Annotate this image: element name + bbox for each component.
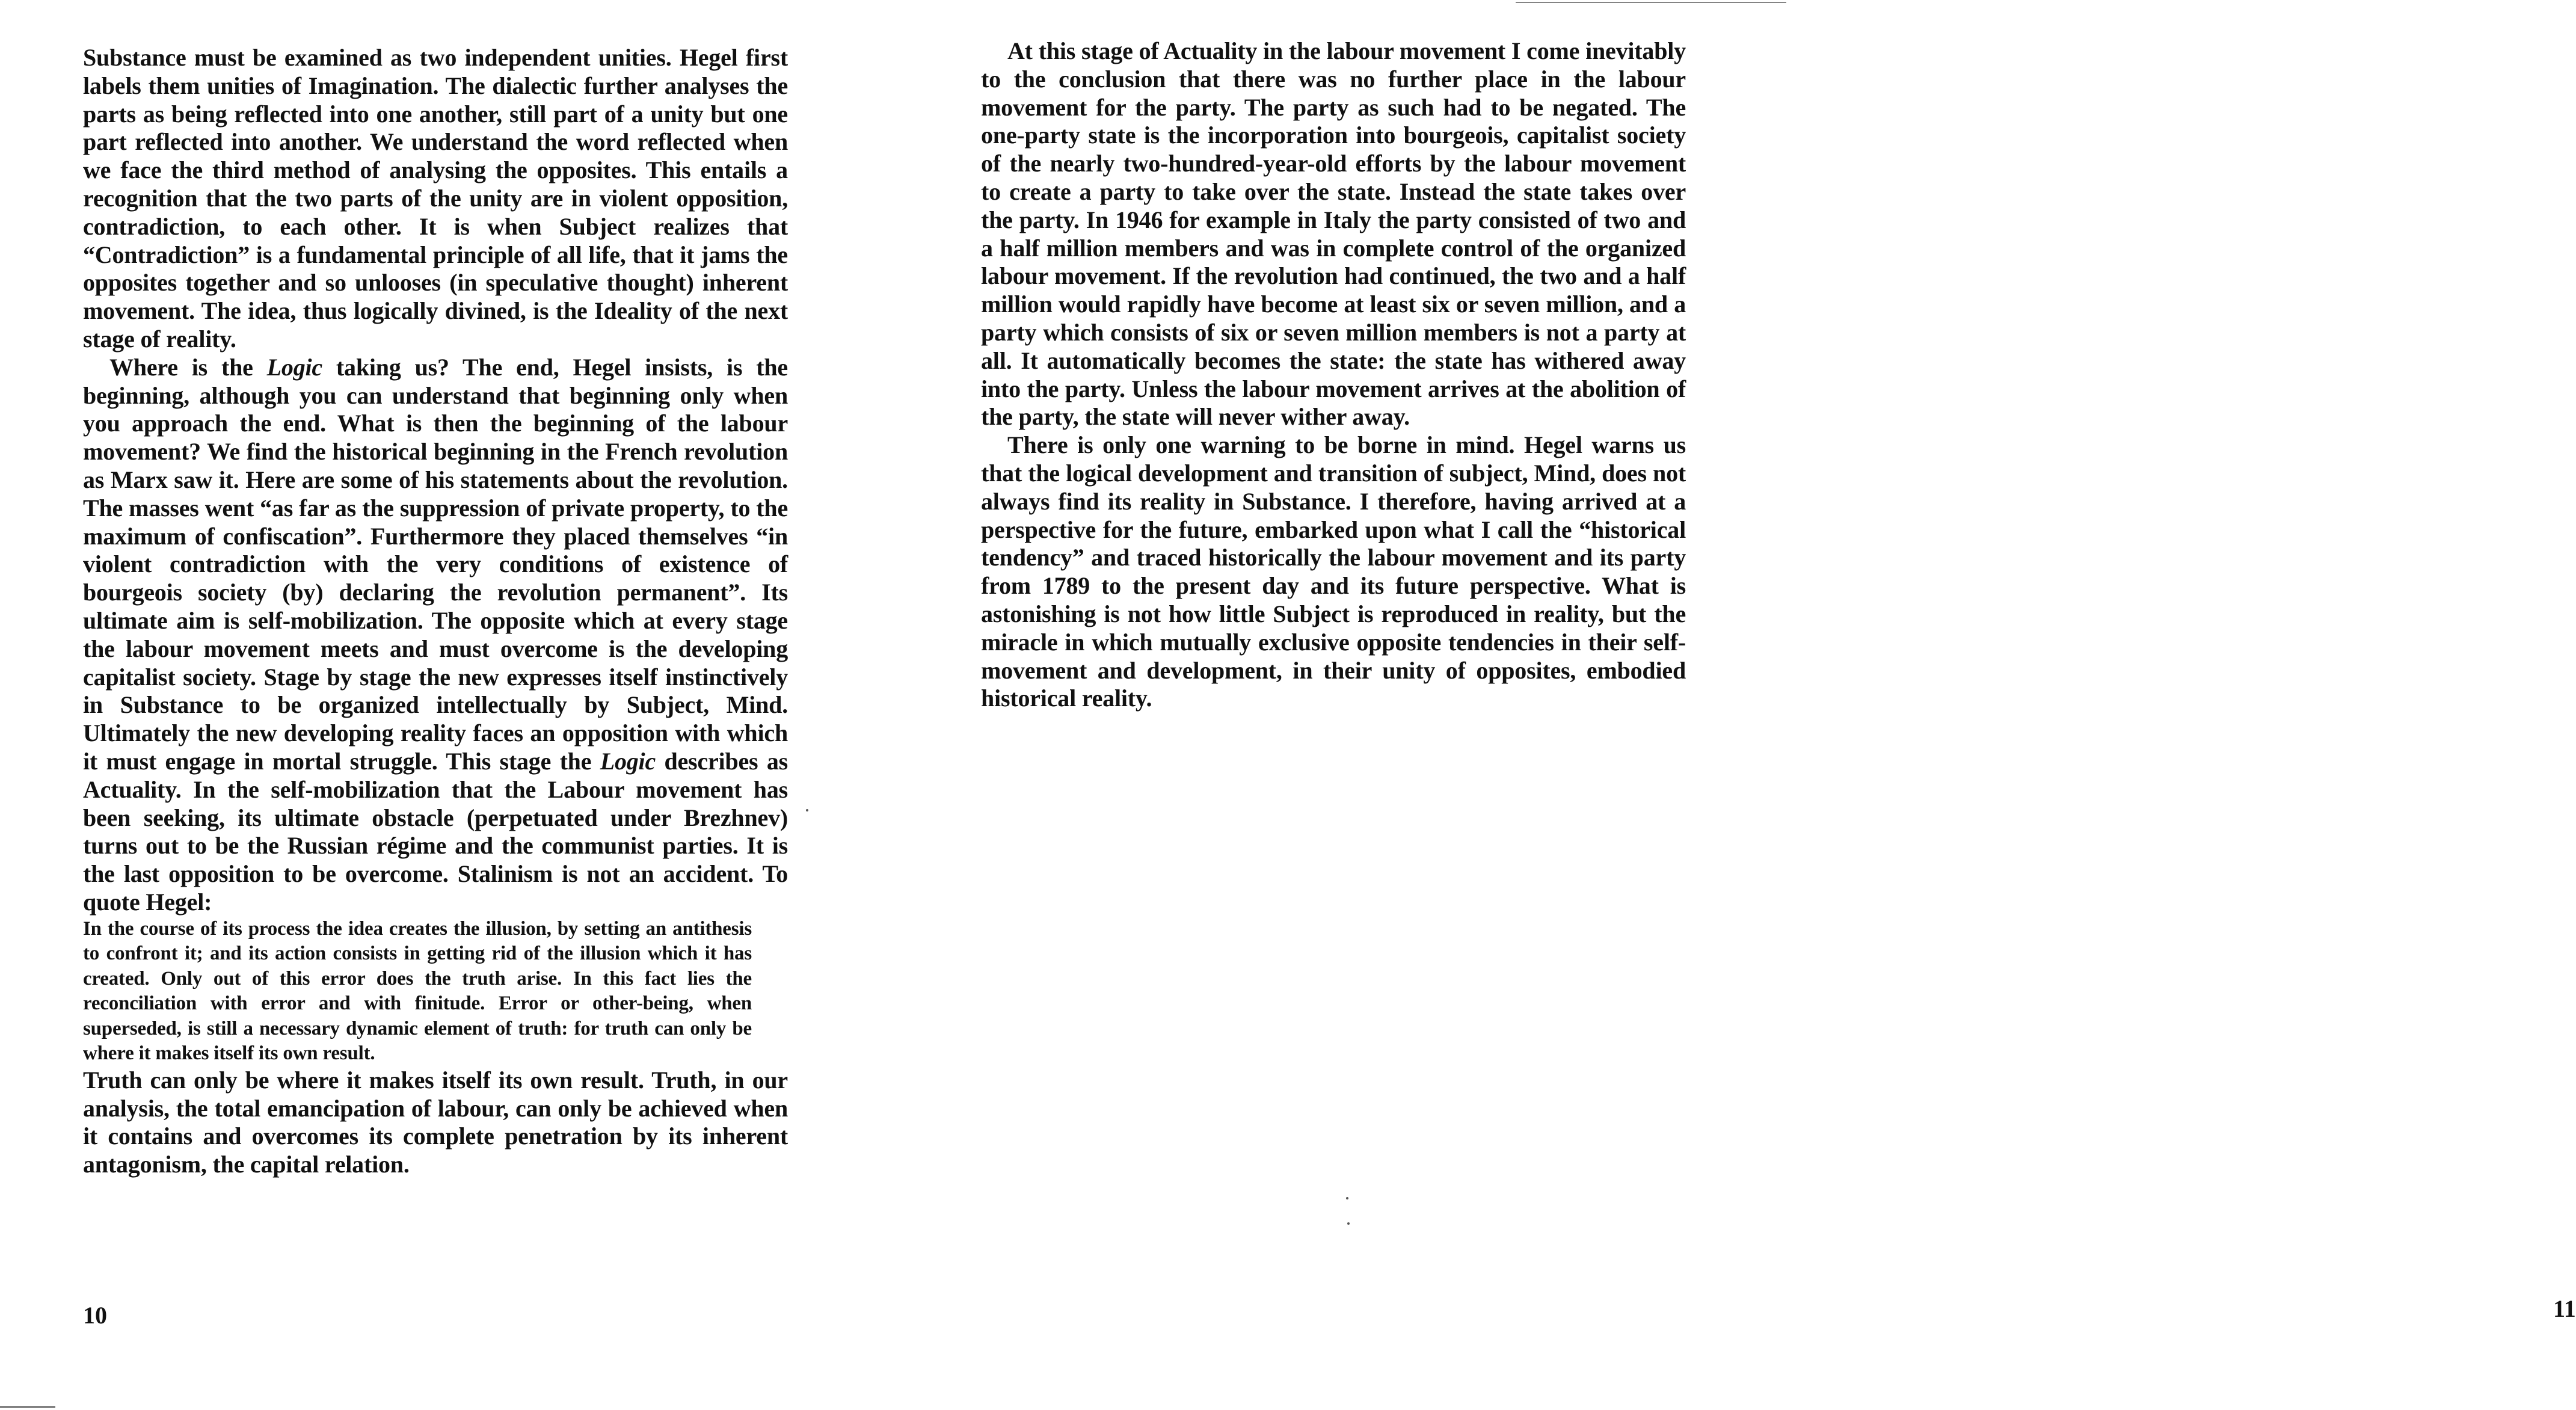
right-paragraph-2: There is only one warning to be borne in mind. Hegel warns us that the logical development and transition of subject, Mind, does not always find its reality in Substance. I therefore, having arrived at a perspective for the future, embarked upon what I call the “historical tendency” and traced historically the labour movement and its party from 1789 to the present day and its future perspective. What is astonishing is not how little Subject is reproduced in reality, but the miracle in which mutually exclusive opposite tendencies in their self-movement and development, in their unity of opposites, embodied historical reality. — [981, 431, 1686, 712]
scan-edge-line-top — [1516, 2, 1786, 3]
left-paragraph-2-part-3: describes as Actuality. In the self-mobilization that the Labour movement has been seeking, its ultimate obstacle (perpetuated under Brezhnev) turns out to be the Russian régime and the communist parties. It is the last opposition to be overcome. Stalinism is not an accident. To quote Hegel: — [83, 747, 788, 916]
left-paragraph-2-part-1: Where is the — [109, 353, 267, 381]
page-number-right: 11 — [2553, 1295, 2576, 1322]
hegel-block-quote: In the course of its process the idea creates the illusion, by setting an antithesis to confront it; and its action consists in getting rid of the illusion which it has created. Only out of this error does the truth arise. In this fact lies the reconciliation with error and with finitude. Error or other-being, when superseded, is still a necessary dynamic element of truth: for truth can only be where it makes itself its own result. — [83, 917, 752, 1065]
left-text-column — [83, 44, 788, 1179]
logic-title-italic: Logic — [266, 353, 322, 381]
scan-speck — [1347, 1222, 1350, 1225]
left-paragraph-3: Truth can only be where it makes itself its own result. Truth, in our analysis, the total emancipation of labour, can only be achieved when it contains and overcomes its complete penetration by its inherent antagonism, the capital relation. — [83, 1066, 788, 1178]
scan-speck — [1346, 1197, 1348, 1199]
right-text-column — [981, 37, 1686, 713]
left-paragraph-2-part-2: taking us? The end, Hegel insists, is the beginning, although you can understand that beginning only when you approach the end. What is then the beginning of the labour movement? We find the historical beginning in the French revolution as Marx saw it. Here are some of his statements about the revolution. The masses went “as far as the suppression of private property, to the maximum of confiscation”. Furthermore they placed themselves “in violent contradiction with the very conditions of existence of bourgeois society (by) declaring the revolution permanent”. Its ultimate aim is self-mobilization. The opposite which at every stage the labour movement meets and must overcome is the developing capitalist society. Stage by stage the new expresses itself instinctively in Substance to be organized intellectually by Subject, Mind. Ultimately the new developing reality faces an opposition with which it must engage in mortal struggle. This stage the — [83, 353, 788, 775]
right-paragraph-1: At this stage of Actuality in the labour movement I come inevitably to the conclusion that there was no further place in the labour movement for the party. The party as such had to be negated. The one-party state is the incorporation into bourgeois, capitalist society of the nearly two-hundred-year-old efforts by the labour movement to create a party to take over the state. Instead the state takes over the party. In 1946 for example in Italy the party consisted of two and a half million members and was in complete control of the organized labour movement. If the revolution had continued, the two and a half million would rapidly have become at least six or seven million, and a party which consists of six or seven million members is not a party at all. It automatically becomes the state: the state has withered away into the party. Unless the labour movement arrives at the abolition of the party, the state will never wither away. — [981, 37, 1686, 431]
scan-speck — [806, 809, 808, 811]
logic-title-italic: Logic — [600, 747, 656, 775]
right-page — [893, 0, 2576, 1410]
scan-edge-line-bottom — [0, 1406, 55, 1408]
page-number-left: 10 — [83, 1302, 107, 1329]
left-paragraph-2 — [83, 354, 788, 917]
left-paragraph-1: Substance must be examined as two independent unities. Hegel first labels them unities of Imagination. The dialectic further analyses the parts as being reflected into one another, still part of a unity but one part reflected into another. We understand the word reflected when we face the third method of analysing the opposites. This entails a recognition that the two parts of the unity are in violent opposition, contradiction, to each other. It is when Subject realizes that “Contradiction” is a fundamental principle of all life, that it jams the opposites together and so unlooses (in speculative thought) inherent movement. The idea, thus logically divined, is the Ideality of the next stage of reality. — [83, 44, 788, 352]
left-page — [0, 0, 893, 1410]
